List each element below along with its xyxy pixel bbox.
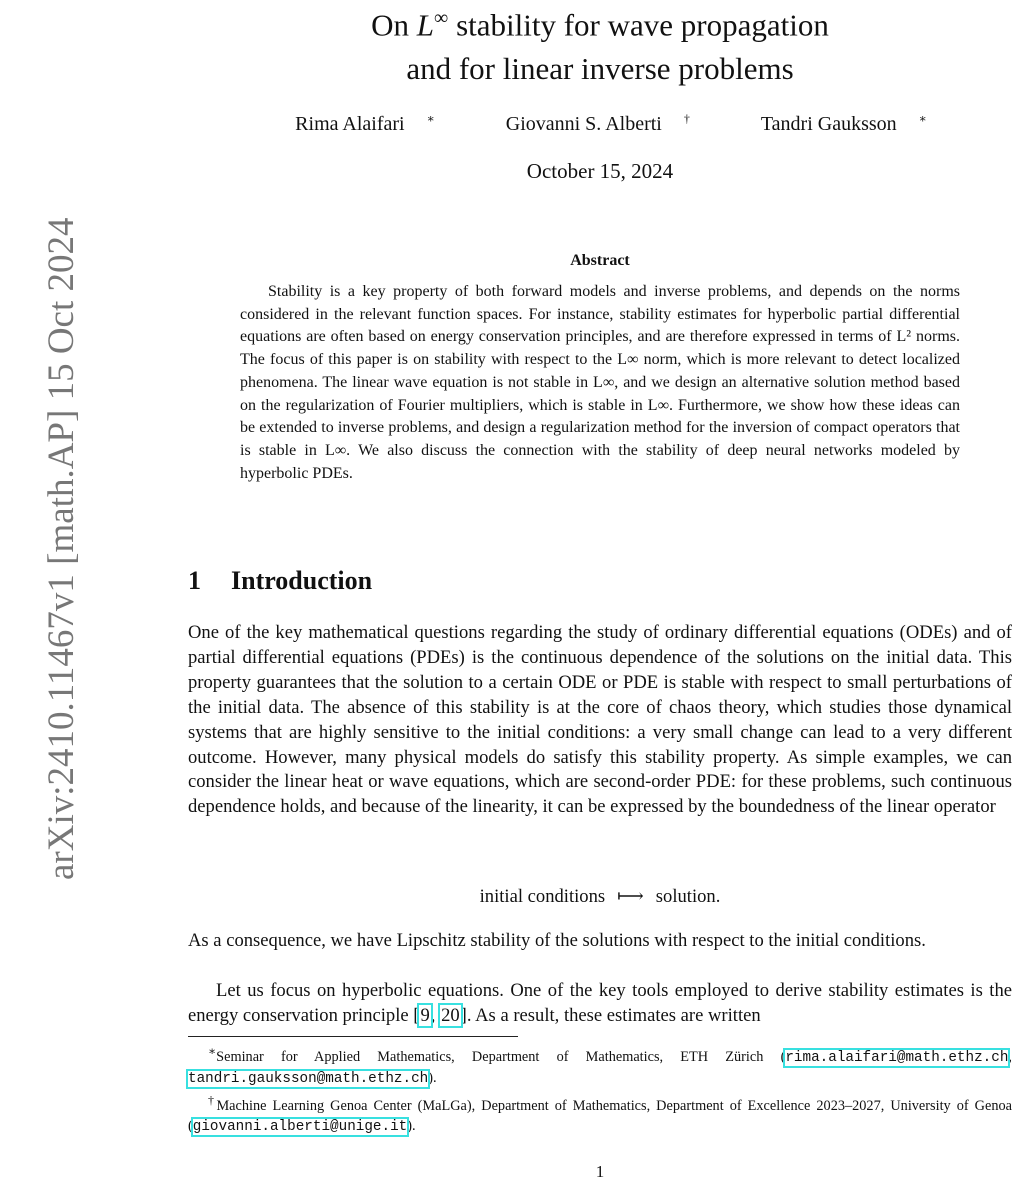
footnote-rule [188,1036,518,1037]
arxiv-id-stamp: arXiv:2410.11467v1 [math.AP] 15 Oct 2024 [41,217,82,880]
title-superscript: ∞ [434,7,449,29]
author-list [250,111,950,136]
intro-paragraph-1: One of the key mathematical questions regarding the study of ordinary differential equations (ODEs) and of partial differential equations (PDEs) is the continuous dependence of the solutions on the initial data. This property guarantees that the solution to a certain ODE or PDE is stable with respect to small perturbations of the initial data. The absence of this stability is at the core of chaos theory, which studies those dynamical systems that are highly sensitive to the initial conditions: a very small change can lead to a very different outcome. However, many physical models do satisfy this stability property. As simple examples, we can consider the linear heat or wave equations, which are second-order PDE: for these problems, such continuous dependence holds, and because of the linearity, it can be expressed by the boundedness of the linear operator [188,622,1012,818]
footnote-2: †Machine Learning Genoa Center (MaLGa), Department of Mathematics, Department of Excellence 2023–2027, University of Genoa (giovanni.alberti@unige.it). [188,1092,1012,1136]
equation-left: initial conditions [479,886,606,907]
citation-link[interactable]: 9 [420,1004,430,1026]
intro-paragraph-2: As a consequence, we have Lipschitz stability of the solutions with respect to the initial conditions. [188,930,926,951]
equation-right: solution. [655,886,721,907]
section-title: Introduction [231,566,373,595]
title-line-2: and for linear inverse problems [406,51,794,87]
footnotes [188,1041,1012,1138]
title-post: stability for wave propagation [448,7,829,43]
publication-date: October 15, 2024 [526,159,674,183]
title-symbol: L [416,7,435,43]
abstract-heading: Abstract [570,252,630,269]
author: Tandri Gauksson ∗ [760,111,927,135]
intro-paragraph-3: Let us focus on hyperbolic equations. One of the key tools employed to derive stability estimates is the energy conservation principle [9, 20]. As a result, these estimates are written [188,980,1012,1026]
maps-to-arrow: ⟼ [617,886,644,907]
paper-title [250,0,950,91]
email-link[interactable]: rima.alaifari@math.ethz.ch [785,1049,1009,1066]
email-link[interactable]: tandri.gauksson@math.ethz.ch [188,1071,429,1088]
section-heading [188,566,372,596]
page-number: 1 [595,1162,605,1181]
email-link[interactable]: giovanni.alberti@unige.it [192,1119,408,1136]
section-number: 1 [188,566,201,595]
author: Rima Alaifari ∗ [295,111,435,135]
abstract-text: Stability is a key property of both forward models and inverse problems, and depends on the norms considered in the relevant function spaces. For instance, stability estimates for hyperbolic partial differential equations are often based on energy conservation principles, and are therefore expressed in terms of L² norms. The focus of this paper is on stability with respect to the L∞ norm, which is more relevant to detect localized phenomena. The linear wave equation is not stable in L∞, and we design an alternative solution method based on the regularization of Fourier multipliers, which is stable in L∞. Furthermore, we show how these ideas can be extended to inverse problems, and design a regularization method for the inversion of compact operators that is stable in L∞. We also discuss the connection with the stability of deep neural networks modeled by hyperbolic PDEs. [240,283,960,482]
display-equation [188,886,1012,908]
footnote-1: ∗Seminar for Applied Mathematics, Department of Mathematics, ETH Zürich (rima.alaifari@math.ethz.ch, tandri.gauksson@math.ethz.ch). [188,1044,1012,1088]
title-line-1 [250,0,950,47]
author: Giovanni S. Alberti † [505,111,690,135]
arxiv-sidebar [0,0,82,900]
title-pre: On [371,7,417,43]
citation-link[interactable]: 20 [441,1004,460,1026]
